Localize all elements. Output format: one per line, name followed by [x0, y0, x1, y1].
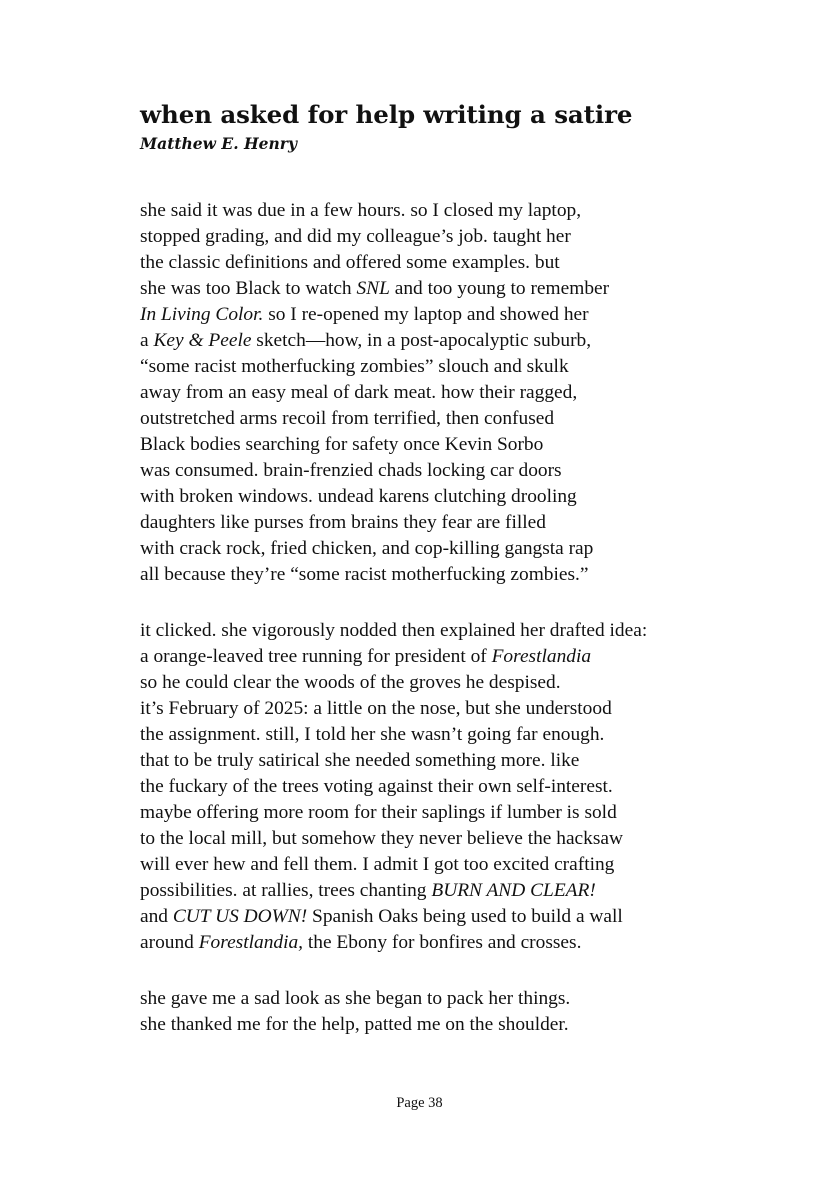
- poem-line: the fuckary of the trees voting against their own self-interest.: [140, 775, 613, 797]
- poem-line: the assignment. still, I told her she wasn’t going far enough.: [140, 723, 605, 745]
- poem-body: [140, 198, 719, 1038]
- poem-line: “some racist motherfucking zombies” slouch and skulk: [140, 355, 569, 377]
- stanza: [140, 198, 719, 588]
- poem-line: possibilities. at rallies, trees chanting BURN AND CLEAR!: [140, 879, 596, 901]
- poem-line: In Living Color. so I re-opened my laptop and showed her: [140, 303, 589, 325]
- poem-line: daughters like purses from brains they fear are filled: [140, 511, 546, 533]
- author-byline: Matthew E. Henry: [140, 134, 297, 154]
- poem-line: outstretched arms recoil from terrified, then confused: [140, 407, 555, 429]
- poem-line: to the local mill, but somehow they never believe the hacksaw: [140, 827, 624, 849]
- poem-line: and CUT US DOWN! Spanish Oaks being used to build a wall: [140, 905, 623, 927]
- poem-line: a Key & Peele sketch—how, in a post-apocalyptic suburb,: [140, 329, 592, 351]
- poem-line: all because they’re “some racist motherfucking zombies.”: [140, 563, 589, 585]
- poem-line: Black bodies searching for safety once Kevin Sorbo: [140, 433, 544, 455]
- page-title: when asked for help writing a satire: [140, 100, 633, 129]
- poem-line: around Forestlandia, the Ebony for bonfires and crosses.: [140, 931, 582, 953]
- poem-line: the classic definitions and offered some examples. but: [140, 251, 560, 273]
- poem-line: it clicked. she vigorously nodded then explained her drafted idea:: [140, 619, 648, 641]
- poem-line: with broken windows. undead karens clutching drooling: [140, 485, 577, 507]
- stanza: [140, 618, 719, 956]
- poem-line: she was too Black to watch SNL and too young to remember: [140, 277, 610, 299]
- poem-line: stopped grading, and did my colleague’s job. taught her: [140, 225, 571, 247]
- stanza: [140, 986, 719, 1038]
- poem-line: will ever hew and fell them. I admit I got too excited crafting: [140, 853, 615, 875]
- poem-line: it’s February of 2025: a little on the nose, but she understood: [140, 697, 612, 719]
- poem-line: so he could clear the woods of the groves he despised.: [140, 671, 561, 693]
- poem-line: she said it was due in a few hours. so I closed my laptop,: [140, 199, 582, 221]
- poem-line: maybe offering more room for their saplings if lumber is sold: [140, 801, 617, 823]
- poem-line: away from an easy meal of dark meat. how their ragged,: [140, 381, 578, 403]
- poem-line: a orange-leaved tree running for president of Forestlandia: [140, 645, 592, 667]
- poem-line: that to be truly satirical she needed something more. like: [140, 749, 580, 771]
- poem-line: she thanked me for the help, patted me on the shoulder.: [140, 1013, 569, 1035]
- poem-line: was consumed. brain-frenzied chads locking car doors: [140, 459, 562, 481]
- page-number: Page 38: [396, 1095, 443, 1111]
- poem-line: she gave me a sad look as she began to pack her things.: [140, 987, 571, 1009]
- poem-line: with crack rock, fried chicken, and cop-killing gangsta rap: [140, 537, 594, 559]
